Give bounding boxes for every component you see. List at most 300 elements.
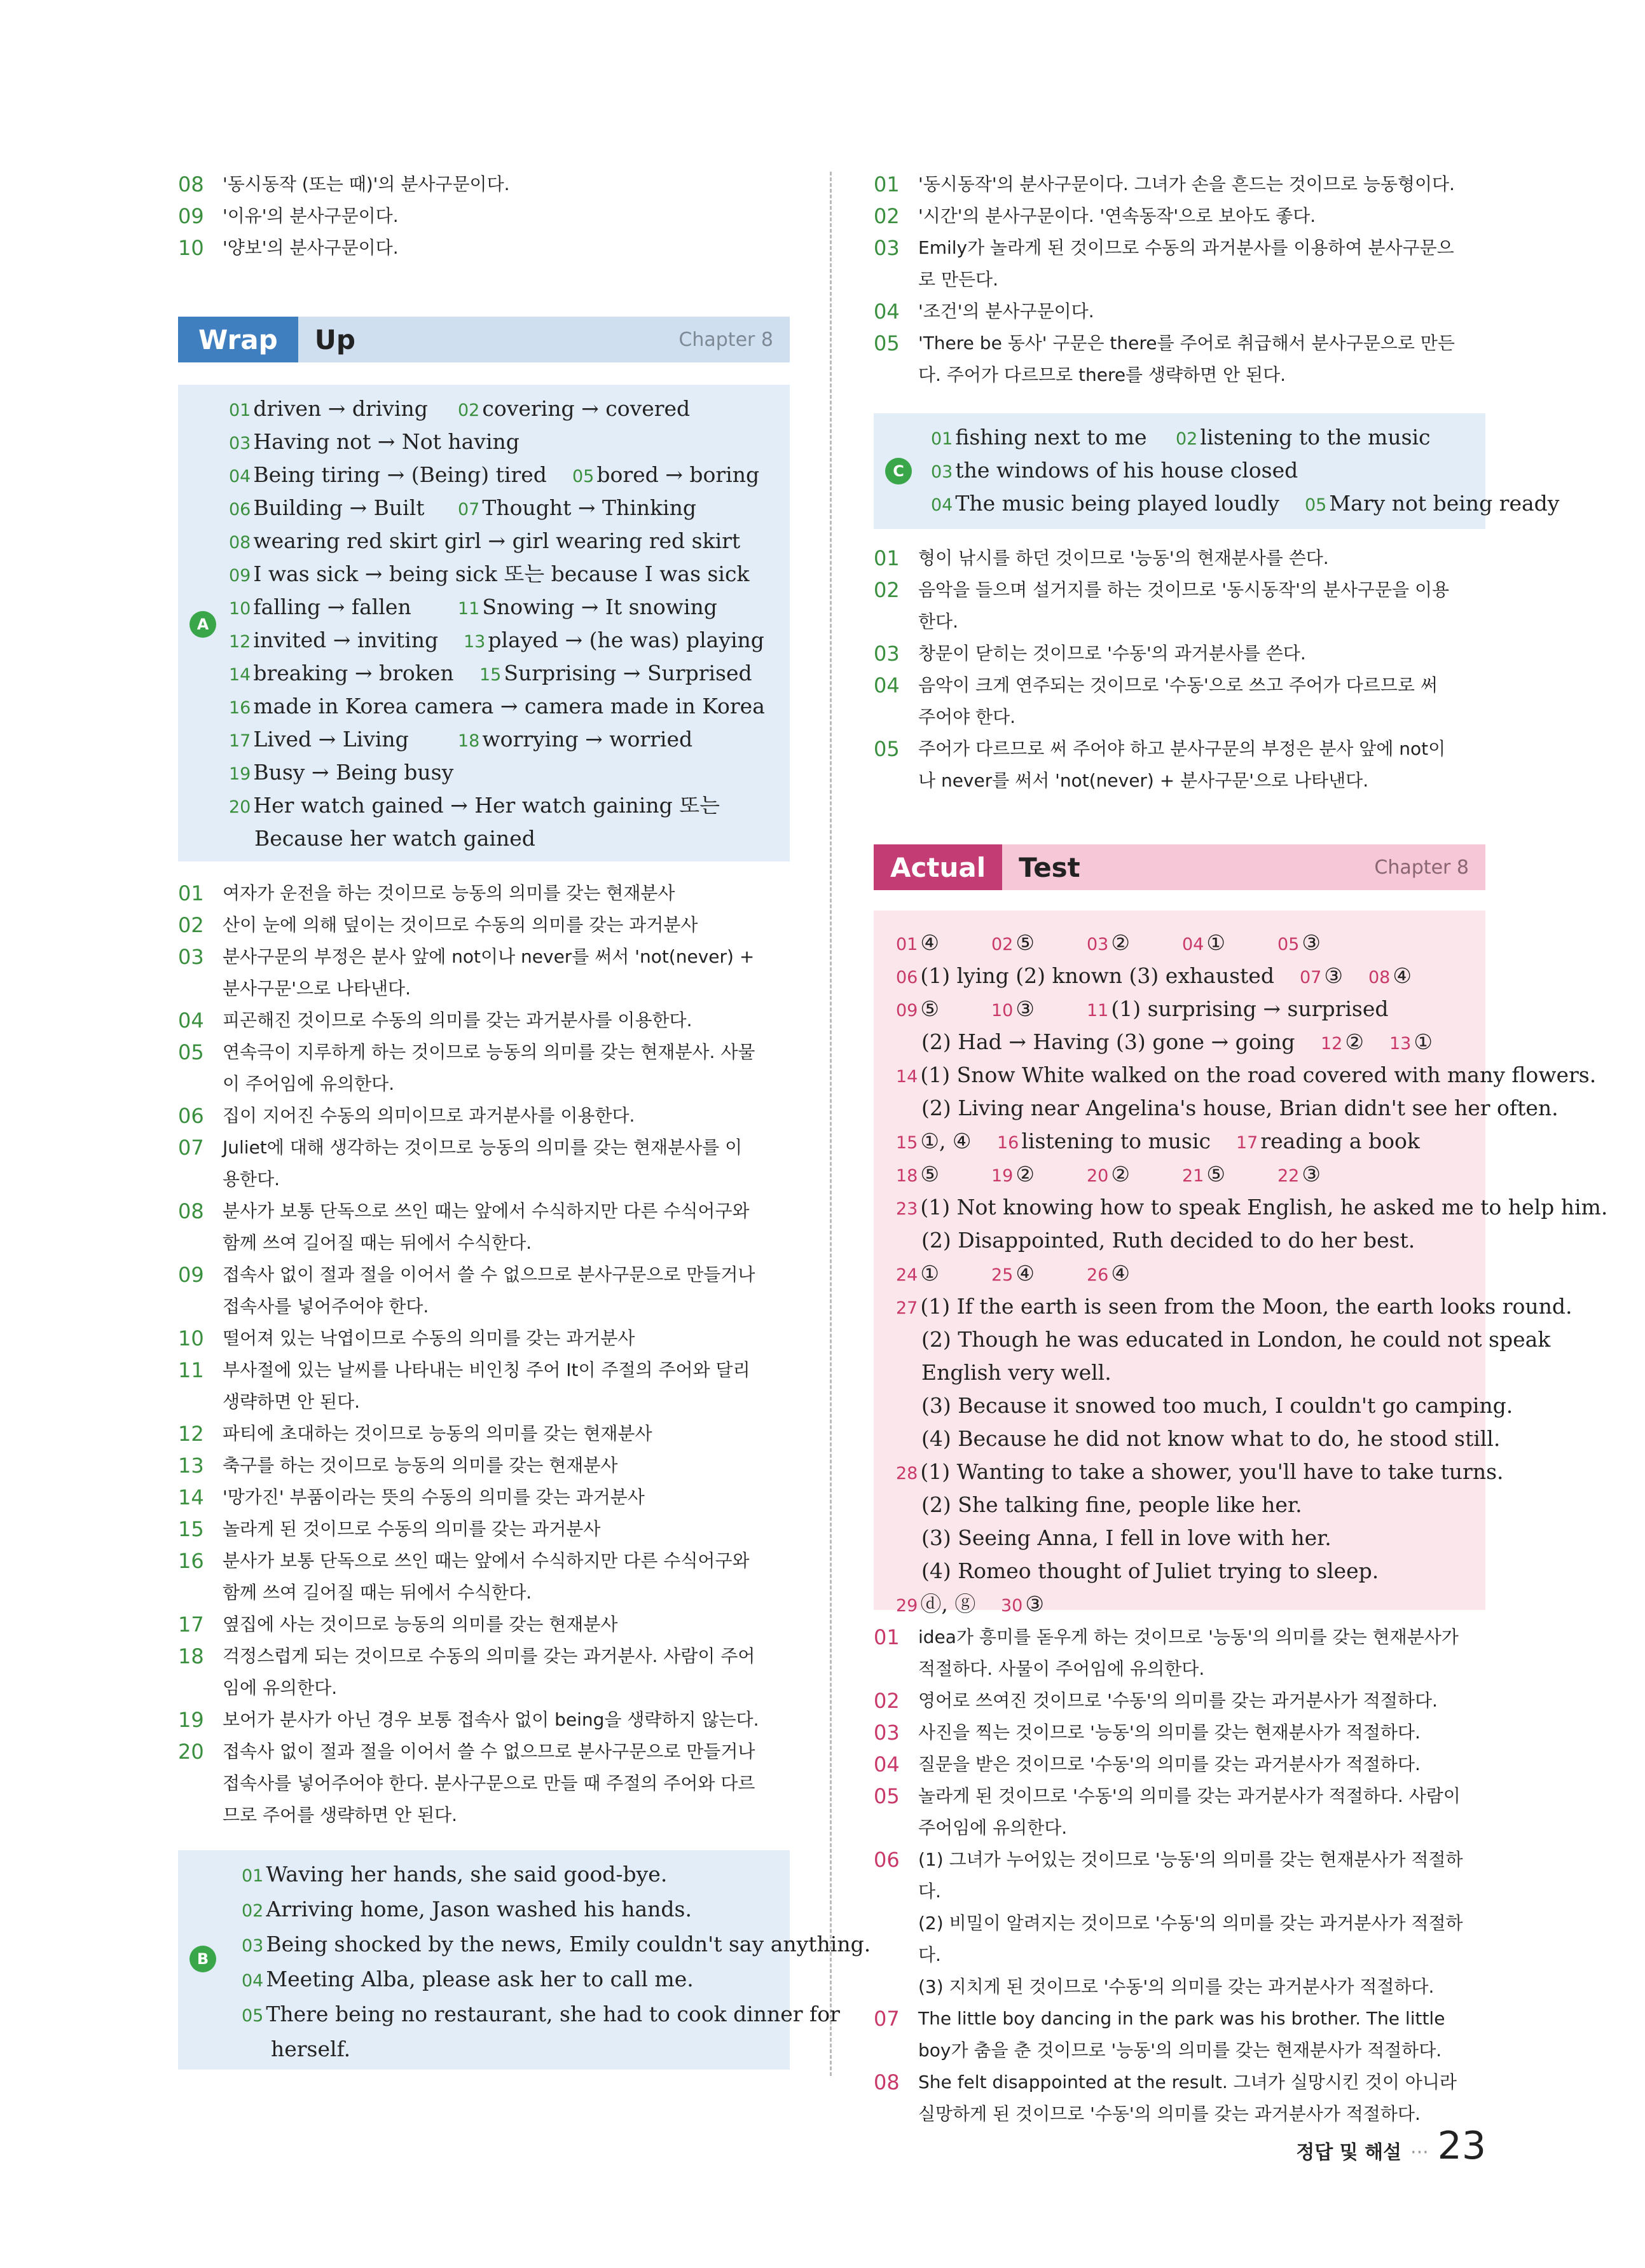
explanation-text: 로 만든다. — [918, 269, 998, 290]
answer-number: 05 — [1277, 935, 1300, 954]
explanation-line — [178, 1227, 790, 1259]
explanation-text: 실망하게 된 것이므로 '수동'의 의미를 갖는 과거분사가 적절하다. — [918, 2103, 1421, 2124]
answer-text: There being no restaurant, she had to cook dinner for — [266, 2002, 840, 2026]
answer-text: Having not → Not having — [253, 429, 520, 454]
answer-item — [1087, 993, 1389, 1027]
answer-number: 02 — [458, 401, 480, 420]
answer-number: 01 — [931, 429, 953, 449]
answer-text: ① — [1206, 930, 1225, 955]
answer-text: fishing next to me — [955, 425, 1147, 450]
answer-item — [229, 756, 453, 791]
answer-number: 20 — [1087, 1166, 1109, 1186]
answer-item — [896, 1224, 1415, 1259]
item-number: 06 — [178, 1104, 204, 1128]
answer-item — [229, 723, 409, 758]
answer-text: I was sick → being sick 또는 because I was sick — [253, 561, 750, 586]
answer-text: Because her watch gained — [254, 826, 535, 851]
answer-number: 04 — [229, 467, 251, 486]
answer-text: listening to music — [1021, 1129, 1211, 1153]
answer-text: the windows of his house closed — [955, 458, 1298, 483]
right-bottom-explanations — [874, 1621, 1485, 2130]
explanation-text: 생략하면 안 된다. — [223, 1391, 361, 1412]
answer-number: 06 — [229, 500, 251, 519]
answer-text: Meeting Alba, please ask her to call me. — [266, 1967, 694, 1991]
answer-item — [1277, 1158, 1321, 1193]
answer-number: 29 — [896, 1596, 918, 1616]
answer-line — [242, 1928, 871, 1963]
explanation-line — [874, 701, 1485, 733]
answer-number: 15 — [479, 665, 502, 685]
explanation-text: 피곤해진 것이므로 수동의 의미를 갖는 과거분사를 이용한다. — [223, 1010, 692, 1031]
explanation-text: 분사가 보통 단독으로 쓰인 때는 앞에서 수식하지만 다른 수식어구와 — [223, 1550, 750, 1571]
answer-item — [1321, 1026, 1364, 1061]
explanation-text: 주어야 한다. — [918, 706, 1016, 727]
page-number: 23 — [1437, 2124, 1486, 2168]
right-mid-explanations — [874, 542, 1485, 797]
section-c-badge: C — [885, 458, 912, 485]
answer-item — [896, 1455, 1504, 1490]
explanation-text: 질문을 받은 것이므로 '수동'의 의미를 갖는 과거분사가 적절하다. — [918, 1754, 1421, 1775]
answer-text: (3) Seeing Anna, I fell in love with her. — [921, 1525, 1332, 1550]
explanation-text: 이 주어임에 유의한다. — [223, 1073, 395, 1094]
answer-line — [242, 2033, 871, 2068]
item-number: 02 — [178, 913, 204, 937]
answer-item — [1182, 926, 1225, 961]
item-number: 15 — [178, 1517, 204, 1541]
actual-label: Actual — [874, 844, 1002, 890]
answer-item — [896, 1191, 1607, 1226]
item-number: 01 — [874, 546, 900, 570]
answer-item — [1087, 1257, 1130, 1292]
answer-line — [242, 1998, 871, 2033]
explanation-text: 부사절에 있는 날씨를 나타내는 비인칭 주어 It이 주절의 주어와 달리 — [223, 1359, 750, 1380]
explanation-text: 한다. — [918, 611, 958, 632]
explanation-line — [874, 670, 1485, 701]
explanation-text: 함께 쓰여 길어질 때는 뒤에서 수식한다. — [223, 1582, 532, 1603]
explanation-line — [178, 973, 790, 1005]
answer-number: 18 — [458, 731, 480, 751]
answer-number: 28 — [896, 1464, 918, 1483]
section-b-badge: B — [189, 1946, 216, 1972]
answer-number: 09 — [229, 566, 251, 586]
item-number: 05 — [874, 1784, 900, 1808]
explanation-line — [874, 264, 1485, 296]
answer-text: ② — [1111, 930, 1130, 955]
answer-number: 17 — [229, 731, 251, 751]
answer-item — [229, 591, 411, 626]
explanation-text: boy가 춤을 춘 것이므로 '능동'의 의미를 갖는 현재분사가 적절하다. — [918, 2040, 1442, 2061]
explanation-line — [178, 1100, 790, 1132]
answer-number: 01 — [229, 401, 251, 420]
item-number: 14 — [178, 1485, 204, 1509]
explanation-line — [178, 1386, 790, 1418]
explanation-text: 사진을 찍는 것이므로 '능동'의 의미를 갖는 현재분사가 적절하다. — [918, 1722, 1421, 1743]
answer-item — [896, 1555, 1379, 1590]
answer-number: 04 — [242, 1971, 264, 1991]
explanation-text: 나 never를 써서 'not(never) + 분사구문'으로 나타낸다. — [918, 770, 1369, 791]
answer-number: 10 — [229, 599, 251, 619]
answer-number: 01 — [896, 935, 918, 954]
answer-number: 07 — [458, 500, 480, 519]
explanation-line — [874, 168, 1485, 200]
explanation-line — [874, 1621, 1485, 1653]
answer-text: (4) Because he did not know what to do, he stood still. — [921, 1426, 1501, 1451]
item-number: 07 — [874, 2007, 900, 2031]
answer-text: Snowing → It snowing — [482, 594, 717, 619]
answer-number: 08 — [1368, 968, 1391, 987]
item-number: 16 — [178, 1549, 204, 1573]
explanation-line — [178, 232, 790, 264]
answer-item — [458, 392, 690, 427]
answer-number: 05 — [572, 467, 595, 486]
answer-number: 12 — [229, 632, 251, 652]
explanation-line — [178, 1005, 790, 1036]
explanation-line — [874, 359, 1485, 391]
explanation-line — [178, 1195, 790, 1227]
item-number: 08 — [178, 172, 204, 196]
answer-item — [1389, 1026, 1433, 1061]
explanation-text: 분사구문'으로 나타낸다. — [223, 978, 411, 999]
wrap-section-c — [874, 413, 1560, 529]
answer-text: breaking → broken — [253, 661, 454, 685]
wrap-chapter-label: Chapter 8 — [678, 328, 773, 351]
explanation-text: 분사구문의 부정은 분사 앞에 not이나 never를 써서 'not(never) + — [223, 946, 755, 967]
answer-number: 23 — [896, 1199, 918, 1219]
answer-number: 09 — [896, 1001, 918, 1021]
explanation-text: 형이 낚시를 하던 것이므로 '능동'의 현재분사를 쓴다. — [918, 547, 1329, 568]
item-number: 10 — [178, 236, 204, 260]
answer-item — [229, 624, 438, 659]
answer-item — [931, 454, 1298, 489]
answer-number: 01 — [242, 1866, 264, 1886]
actual-chapter-label: Chapter 8 — [1374, 856, 1469, 879]
answer-text: ② — [1111, 1162, 1130, 1186]
answer-item — [896, 1092, 1559, 1127]
explanation-line — [178, 1577, 790, 1609]
explanation-text: 놀라게 된 것이므로 수동의 의미를 갖는 과거분사 — [223, 1518, 601, 1539]
explanation-line — [874, 1717, 1485, 1749]
answer-text: Her watch gained → Her watch gaining 또는 — [253, 793, 720, 818]
explanation-line — [178, 1291, 790, 1323]
actual-test-answers-box — [874, 911, 1608, 1616]
left-explanations — [178, 877, 790, 1831]
item-number: 17 — [178, 1612, 204, 1637]
answer-text: Being tiring → (Being) tired — [253, 462, 547, 487]
answer-text: ④ — [920, 930, 939, 955]
answer-item — [896, 993, 939, 1027]
item-number: 04 — [874, 299, 900, 324]
answer-item — [896, 1290, 1573, 1325]
answer-number: 05 — [242, 2006, 264, 2026]
answer-number: 03 — [242, 1936, 264, 1956]
footer-label: 정답 및 해설 — [1296, 2141, 1402, 2164]
explanation-line — [178, 1164, 790, 1195]
answer-line — [242, 1893, 871, 1928]
explanation-line — [874, 1971, 1485, 2003]
item-number: 06 — [874, 1848, 900, 1872]
explanation-text: 음악이 크게 연주되는 것이므로 '수동'으로 쓰고 주어가 다르므로 써 — [918, 675, 1438, 696]
explanation-line — [874, 2066, 1485, 2098]
item-number: 05 — [874, 737, 900, 761]
answer-number: 03 — [1087, 935, 1109, 954]
explanation-text: Juliet에 대해 생각하는 것이므로 능동의 의미를 갖는 현재분사를 이 — [223, 1137, 743, 1158]
explanation-text: 적절하다. 사물이 주어임에 유의한다. — [918, 1658, 1205, 1679]
explanation-line — [178, 1513, 790, 1545]
answer-number: 19 — [991, 1166, 1014, 1186]
answer-text: Mary not being ready — [1329, 491, 1560, 516]
answer-number: 13 — [464, 632, 486, 652]
answer-text: worrying → worried — [482, 727, 693, 752]
answer-item — [229, 822, 535, 857]
answer-item — [896, 1522, 1332, 1557]
explanation-line — [874, 1844, 1485, 1907]
explanation-line — [874, 1749, 1485, 1780]
item-number: 08 — [178, 1199, 204, 1223]
explanation-text: 접속사를 넣어주어야 한다. 분사구문으로 만들 때 주절의 주어와 다르 — [223, 1773, 755, 1794]
explanation-line — [178, 941, 790, 973]
explanation-text: 걱정스럽게 되는 것이므로 수동의 의미를 갖는 과거분사. 사람이 주어 — [223, 1646, 755, 1667]
answer-item — [1305, 487, 1559, 522]
answer-text: (2) Though he was educated in London, he could not speak — [921, 1327, 1551, 1352]
answer-text: (1) Snow White walked on the road covered with many flowers. — [920, 1062, 1597, 1087]
item-number: 09 — [178, 204, 204, 228]
explanation-text: 축구를 하는 것이므로 능동의 의미를 갖는 현재분사 — [223, 1455, 618, 1476]
explanation-text: '조건'의 분사구문이다. — [918, 301, 1094, 322]
explanation-text: 집이 지어진 수동의 의미이므로 과거분사를 이용한다. — [223, 1105, 635, 1126]
answer-text: ③ — [1025, 1591, 1044, 1616]
answer-item — [229, 789, 720, 824]
answer-text: Being shocked by the news, Emily couldn't say anything. — [266, 1932, 871, 1956]
explanation-text: 접속사를 넣어주어야 한다. — [223, 1296, 429, 1317]
answer-text: (1) Wanting to take a shower, you'll have to take turns. — [920, 1459, 1504, 1484]
explanation-text: 다. 주어가 다르므로 there를 생략하면 안 된다. — [918, 364, 1286, 385]
explanation-line — [874, 327, 1485, 359]
explanation-text: (3) 지치게 된 것이므로 '수동'의 의미를 갖는 과거분사가 적절하다. — [918, 1976, 1435, 1997]
explanation-line — [178, 1354, 790, 1386]
answer-item — [896, 959, 1274, 994]
answer-number: 02 — [1176, 429, 1198, 449]
answer-number: 08 — [229, 533, 251, 553]
answer-item — [1236, 1125, 1420, 1160]
answer-item — [1300, 959, 1343, 994]
item-number: 10 — [178, 1326, 204, 1350]
column-divider — [830, 172, 832, 2076]
answer-text: Arriving home, Jason washed his hands. — [266, 1897, 692, 1921]
answer-item — [991, 1158, 1035, 1193]
answer-item — [997, 1125, 1211, 1160]
item-number: 19 — [178, 1708, 204, 1732]
explanation-text: 여자가 운전을 하는 것이므로 능동의 의미를 갖는 현재분사 — [223, 883, 675, 904]
footer-dots: ··· — [1410, 2141, 1429, 2164]
answer-item — [896, 926, 939, 961]
answer-text: English very well. — [921, 1360, 1112, 1385]
answer-text: listening to the music — [1200, 425, 1431, 450]
answer-number: 11 — [1087, 1001, 1109, 1021]
item-number: 03 — [178, 945, 204, 969]
answer-text: covering → covered — [482, 396, 691, 421]
answer-text: bored → boring — [596, 462, 760, 487]
explanation-line — [178, 1768, 790, 1799]
answer-text: Waving her hands, she said good-bye. — [266, 1862, 668, 1887]
explanation-line — [178, 1036, 790, 1068]
answer-item — [229, 425, 520, 460]
left-top-explanations — [178, 168, 790, 264]
item-number: 13 — [178, 1454, 204, 1478]
answer-text: ③ — [1324, 963, 1343, 988]
answer-number: 04 — [931, 495, 953, 515]
explanation-text: 접속사 없이 절과 절을 이어서 쓸 수 없으므로 분사구문으로 만들거나 — [223, 1741, 755, 1762]
answer-item — [931, 487, 1279, 522]
explanation-text: The little boy dancing in the park was his brother. The little — [918, 2008, 1445, 2029]
answer-text: ③ — [1302, 1162, 1321, 1186]
explanation-text: 창문이 닫히는 것이므로 '수동'의 과거분사를 쓴다. — [918, 643, 1306, 664]
item-number: 12 — [178, 1422, 204, 1446]
explanation-line — [874, 1653, 1485, 1685]
answer-item — [458, 591, 717, 626]
explanation-line — [178, 1545, 790, 1577]
answer-item — [991, 1257, 1035, 1292]
explanation-line — [874, 1907, 1485, 1971]
explanation-text: 'There be 동사' 구문은 there를 주어로 취급해서 분사구문으로 만든 — [918, 333, 1455, 354]
up-label: Up — [314, 324, 355, 355]
answer-number: 16 — [229, 698, 251, 718]
answer-text: Lived → Living — [253, 727, 409, 752]
answer-text: ① — [920, 1261, 939, 1286]
answer-item — [229, 491, 425, 526]
explanation-text: 연속극이 지루하게 하는 것이므로 능동의 의미를 갖는 현재분사. 사물 — [223, 1041, 755, 1062]
answer-number: 26 — [1087, 1265, 1109, 1285]
explanation-line — [178, 1481, 790, 1513]
answer-item — [896, 1158, 939, 1193]
explanation-line — [874, 606, 1485, 638]
answer-item — [229, 690, 765, 725]
answer-text: made in Korea camera → camera made in Korea — [253, 694, 765, 718]
item-number: 08 — [874, 2070, 900, 2094]
explanation-line — [178, 909, 790, 941]
page-footer — [1296, 2124, 1486, 2168]
answer-number: 11 — [458, 599, 480, 619]
answer-text: (2) Had → Having (3) gone → going — [921, 1029, 1295, 1054]
answer-item — [896, 1389, 1513, 1424]
item-number: 01 — [178, 881, 204, 905]
answer-text: ⑤ — [920, 996, 939, 1021]
explanation-line — [178, 168, 790, 200]
right-top-explanations — [874, 168, 1485, 391]
answer-item — [1368, 959, 1412, 994]
item-number: 20 — [178, 1740, 204, 1764]
answer-text: ⑤ — [1206, 1162, 1225, 1186]
wrap-up-header — [178, 317, 790, 362]
explanation-text: 보어가 분사가 아닌 경우 보통 접속사 없이 being을 생략하지 않는다. — [223, 1709, 759, 1730]
answer-item — [1182, 1158, 1225, 1193]
item-number: 04 — [874, 1752, 900, 1777]
answer-number: 22 — [1277, 1166, 1300, 1186]
answer-number: 12 — [1321, 1034, 1343, 1054]
answer-number: 14 — [229, 665, 251, 685]
answer-text: ⓓ, ⓖ — [920, 1591, 976, 1616]
answer-item — [1087, 1158, 1130, 1193]
answer-item — [931, 421, 1147, 456]
answer-text: ① — [1414, 1029, 1433, 1054]
answer-number: 16 — [997, 1133, 1019, 1153]
explanation-text: 영어로 쓰여진 것이므로 '수동'의 의미를 갖는 과거분사가 적절하다. — [918, 1690, 1438, 1711]
answer-text: played → (he was) playing — [488, 628, 764, 652]
answer-item — [464, 624, 764, 659]
answer-text: reading a book — [1260, 1129, 1420, 1153]
explanation-line — [874, 232, 1485, 264]
item-number: 05 — [178, 1040, 204, 1064]
explanation-text: '망가진' 부품이라는 뜻의 수동의 의미를 갖는 과거분사 — [223, 1487, 645, 1508]
answer-item — [896, 1488, 1302, 1523]
explanation-text: 분사가 보통 단독으로 쓰인 때는 앞에서 수식하지만 다른 수식어구와 — [223, 1200, 750, 1221]
answer-text: (4) Romeo thought of Juliet trying to sleep. — [921, 1558, 1379, 1583]
explanation-line — [178, 1132, 790, 1164]
item-number: 01 — [874, 172, 900, 196]
answer-text: ② — [1015, 1162, 1035, 1186]
answer-number: 05 — [1305, 495, 1327, 515]
answer-item — [1277, 926, 1321, 961]
explanation-text: She felt disappointed at the result. 그녀가 실망시킨 것이 아니라 — [918, 2072, 1457, 2093]
explanation-text: (1) 그녀가 누어있는 것이므로 '능동'의 의미를 갖는 현재분사가 적절하다. — [918, 1849, 1463, 1902]
answer-line — [242, 1858, 871, 1893]
explanation-line — [874, 638, 1485, 670]
wrap-label: Wrap — [178, 317, 298, 362]
answer-number: 21 — [1182, 1166, 1204, 1186]
explanation-text: 옆집에 사는 것이므로 능동의 의미를 갖는 현재분사 — [223, 1614, 618, 1635]
wrap-section-a — [178, 385, 790, 862]
explanation-line — [178, 877, 790, 909]
explanation-line — [178, 1418, 790, 1450]
item-number: 04 — [874, 673, 900, 698]
answer-text: (1) If the earth is seen from the Moon, the earth looks round. — [920, 1294, 1573, 1319]
answer-text: ④ — [1393, 963, 1412, 988]
answer-number: 04 — [1182, 935, 1204, 954]
answer-text: ①, ④ — [920, 1129, 972, 1153]
answer-item — [458, 723, 692, 758]
explanation-line — [874, 2003, 1485, 2035]
answer-number: 20 — [229, 797, 251, 817]
answer-number: 14 — [896, 1067, 918, 1087]
explanation-line — [874, 1780, 1485, 1812]
item-number: 03 — [874, 642, 900, 666]
explanation-text: idea가 흥미를 돋우게 하는 것이므로 '능동'의 의미를 갖는 현재분사가 — [918, 1626, 1459, 1647]
explanation-text: '양보'의 분사구문이다. — [223, 237, 399, 258]
section-a-badge: A — [189, 611, 216, 638]
answer-item — [479, 657, 752, 692]
answer-item — [896, 1026, 1295, 1061]
answer-text: ⑤ — [1015, 930, 1035, 955]
item-number: 11 — [178, 1358, 204, 1382]
answer-item — [896, 1257, 939, 1292]
item-number: 05 — [874, 331, 900, 355]
answer-text: falling → fallen — [253, 594, 411, 619]
explanation-line — [178, 1068, 790, 1100]
answer-text: (2) Living near Angelina's house, Brian didn't see her often. — [921, 1096, 1559, 1120]
explanation-line — [178, 1450, 790, 1481]
answer-text: ② — [1345, 1029, 1364, 1054]
answer-text: Thought → Thinking — [482, 495, 697, 520]
explanation-text: 주어가 다르므로 써 주어야 하고 분사구문의 부정은 분사 앞에 not이 — [918, 738, 1446, 759]
answer-item — [991, 993, 1035, 1027]
explanation-text: '이유'의 분사구문이다. — [223, 205, 399, 226]
wrap-section-b — [178, 1850, 871, 2070]
answer-text: invited → inviting — [253, 628, 439, 652]
answer-item — [229, 458, 547, 493]
answer-number: 07 — [1300, 968, 1322, 987]
explanation-text: '시간'의 분사구문이다. '연속동작'으로 보아도 좋다. — [918, 205, 1316, 226]
explanation-text: '동시동작'의 분사구문이다. 그녀가 손을 흔드는 것이므로 능동형이다. — [918, 174, 1455, 195]
explanation-text: 산이 눈에 의해 덮이는 것이므로 수동의 의미를 갖는 과거분사 — [223, 914, 698, 935]
